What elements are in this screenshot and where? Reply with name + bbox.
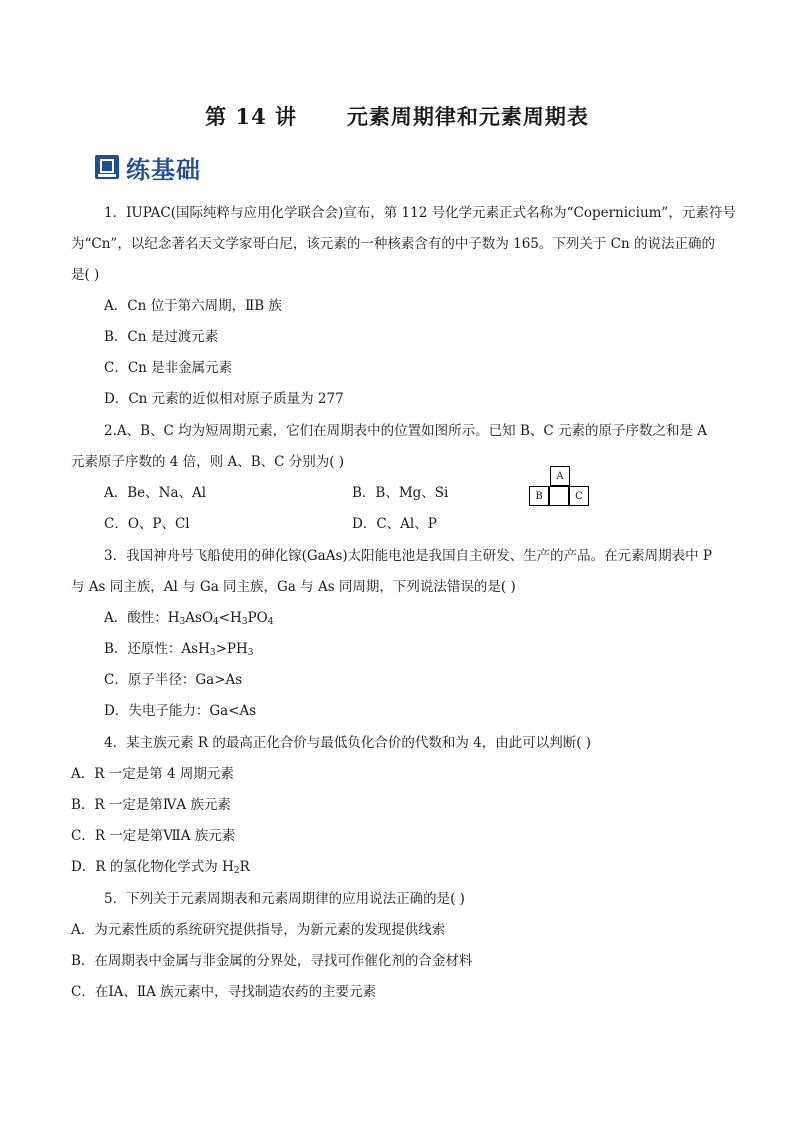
q1-stem-line-3: 是( ) <box>71 267 100 283</box>
grid-cell-b: B <box>529 486 549 506</box>
q1-option-d: D．Cn 元素的近似相对原子质量为 277 <box>104 391 344 407</box>
q1-option-a: A．Cn 位于第六周期，ⅡB 族 <box>104 298 282 314</box>
q1-option-b: B．Cn 是过渡元素 <box>104 329 219 345</box>
q2-option-b: B．B、Mg、Si <box>352 485 449 501</box>
periodic-position-diagram <box>529 466 592 507</box>
q1-stem-line-2: 为“Cn”，以纪念著名天文学家哥白尼，该元素的一种核素含有的中子数为 165。下列关于 Cn 的说法正确的 <box>71 236 715 252</box>
q3-stem-line-2: 与 As 同主族，Al 与 Ga 同主族，Ga 与 As 同周期，下列说法错误的是( ) <box>71 579 516 595</box>
q5-option-b: B．在周期表中金属与非金属的分界处，寻找可作催化剂的合金材料 <box>71 953 473 969</box>
q2-option-a: A．Be、Na、Al <box>104 485 207 501</box>
q4-option-b: B．R 一定是第ⅣA 族元素 <box>71 797 231 813</box>
grid-cell-empty <box>549 486 569 506</box>
q2-option-d: D．C、Al、P <box>352 516 437 532</box>
q4-option-d: D．R 的氢化物化学式为 $H_2R$ <box>71 859 250 876</box>
q3-option-a: A．酸性：$H_3AsO_4<H_3PO_4$ <box>104 610 274 627</box>
q5-stem: 5．下列关于元素周期表和元素周期律的应用说法正确的是( ) <box>104 891 465 907</box>
q2-option-c: C．O、P、Cl <box>104 516 190 532</box>
q4-stem: 4．某主族元素 R 的最高正化合价与最低负化合价的代数和为 4，由此可以判断( ) <box>104 735 592 751</box>
q3-option-d: D．失电子能力：Ga<As <box>104 703 257 719</box>
q3-stem-line-1: 3．我国神舟号飞船使用的砷化镓(GaAs)太阳能电池是我国自主研发、生产的产品。在元素周期表中 P <box>104 548 713 564</box>
q3-option-c: C．原子半径：Ga>As <box>104 672 243 688</box>
grid-cell-a: A <box>550 466 570 486</box>
q1-stem-line-1: 1．IUPAC(国际纯粹与应用化学联合会)宣布，第 112 号化学元素正式名称为“Copernicium”，元素符号 <box>104 205 736 221</box>
q4-option-a: A．R 一定是第 4 周期元素 <box>71 766 234 782</box>
q2-stem-line-2: 元素原子序数的 4 倍，则 A、B、C 分别为( ) <box>71 454 345 470</box>
q4-option-c: C．R 一定是第ⅦA 族元素 <box>71 828 236 844</box>
book-icon <box>94 154 120 180</box>
q3-option-b: B．还原性：$AsH_3>PH_3$ <box>104 641 254 658</box>
grid-cell-c: C <box>569 486 589 506</box>
q1-option-c: C．Cn 是非金属元素 <box>104 360 233 376</box>
section-label: 练基础 <box>126 155 201 184</box>
page-title: 第 14 讲 元素周期律和元素周期表 <box>205 104 589 129</box>
q5-option-a: A．为元素性质的系统研究提供指导，为新元素的发现提供线索 <box>71 922 446 938</box>
q5-option-c: C．在ⅠA、ⅡA 族元素中，寻找制造农药的主要元素 <box>71 984 377 1000</box>
q2-stem-line-1: 2.A、B、C 均为短周期元素，它们在周期表中的位置如图所示。已知 B、C 元素的原子序数之和是 A <box>104 423 708 439</box>
section-header <box>94 151 201 183</box>
